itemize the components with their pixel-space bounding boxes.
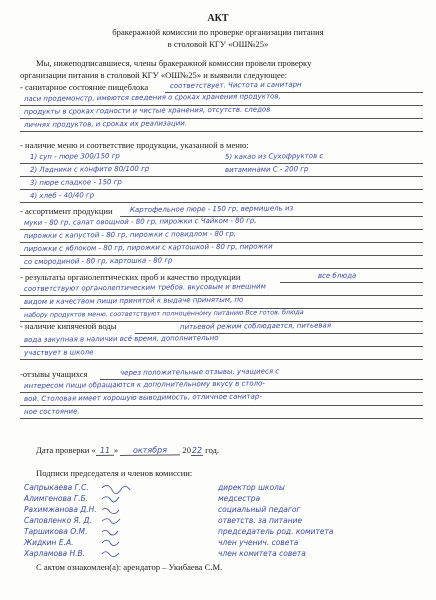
intro-line-2: организации питания в столовой КГУ «ОШ№25» и выявили следующее: [20, 70, 288, 80]
menu-hand-4: 4) хлеб - 40/40 гр [29, 191, 95, 200]
assortment-label: - ассортимент продукции [20, 206, 113, 216]
inspection-date-day: 11 [96, 446, 114, 456]
results-hand-3: видом и качеством пищи принятой к выдаче принятым, по [23, 295, 244, 306]
signature-scribbles [100, 480, 140, 560]
assortment-hand-5: со смородиной - 80 гр, картошка - 80 гр [23, 256, 173, 266]
assortment-hand-4: пирожки с яблоком - 80 гр, пирожки с картошкой - 80 гр, пирожки [23, 242, 273, 253]
header-line-1: бракеражной комиссии по проверке организации питания [112, 27, 324, 37]
signature-name-6: Жидкин Е.А. [24, 538, 74, 547]
intro-line-1: Мы, нижеподписавшиеся, члены бракеражной комиссии провели проверку [36, 58, 312, 68]
inspection-date-month: октября [120, 445, 180, 456]
assortment-hand-2: муки - 80 гр, салат овощной - 80 гр, пирожки с Чайком - 80 гр, [23, 216, 257, 227]
acknowledged-text: С актом ознакомлен(а): арендатор – Укибаева С.М. [36, 562, 223, 572]
signature-name-4: Саповленко Я. Д. [24, 516, 92, 525]
menu-hand-3: 3) пюре сладкое - 150 гр [29, 178, 122, 187]
signature-name-5: Таршикова О.М. [24, 527, 88, 536]
assortment-hand-3: пирожки с капустой - 80 гр, пирожки с повидлом - 80 гр, [23, 229, 237, 240]
results-label: - результаты органолептических проб и качество продукции [20, 272, 241, 282]
signature-name-2: Алимгенова Г.Б. [24, 494, 88, 503]
student-reviews-hand-3: вой. Столовая имеет хорошую выводимость, отличное санитар- [23, 392, 262, 403]
menu-hand-1: 1) суп - пюре 300/150 гр [29, 152, 120, 161]
signature-role-1: директор школы [218, 483, 285, 492]
assortment-hand-1: Картофельное пюре - 150 гр, вермишель из [129, 204, 294, 214]
menu-hand-6: витаминами C - 200 гр [224, 165, 309, 174]
boiled-water-hand-2: вода закупная в наличии всё время, дополнительно [23, 333, 219, 344]
boiled-water-hand-1: питьевой режим соблюдается, питьевая [179, 321, 332, 331]
menu-hand-2: 2) Ладники с конфите 80/100 гр [29, 164, 150, 174]
act-title: АКТ [207, 13, 229, 24]
sanitary-hand-2: ласи продемонстр, имеются сведения о сроках хранения продуктов, [23, 92, 281, 103]
inspection-date: Дата проверки « 11 » октября 2022 год. [36, 445, 220, 455]
boiled-water-hand-3: участвует в школе [23, 348, 94, 357]
student-reviews-hand-4: ное состояние. [23, 407, 80, 416]
boiled-water-label: - наличие кипяченой воды [20, 321, 117, 331]
student-reviews-hand-2: интересом пищи обращаются к дополнительному вкусу в столо- [23, 379, 265, 390]
sanitary-hand-3: продукты в сроках годности и чистые хранения, отсутств. следов [23, 105, 271, 116]
signature-role-4: ответств. за питание [218, 516, 303, 525]
signature-role-3: социальный педагог [218, 505, 301, 514]
signature-name-3: Рахимжанова Д.Н. [24, 505, 97, 514]
sanitary-hand-1: соответствует. Чистота и санитарн [169, 80, 302, 90]
signature-name-7: Харламова Н.В. [24, 549, 86, 558]
results-hand-1: все блюда [317, 271, 357, 280]
student-reviews-hand-1: через положительные отзывы, учащиеся с [119, 367, 280, 377]
signature-name-1: Сапрыкаева Г.С. [24, 483, 89, 492]
signature-role-2: медсестра [218, 494, 261, 503]
sanitary-label: - санитарное состояние пищеблока [20, 82, 149, 92]
menu-label: - наличие меню и соответствие продукции, указанной в меню: [20, 140, 249, 150]
student-reviews-label: -отзывы учащихся [20, 369, 88, 379]
signature-role-5: председатель род. комитета [218, 527, 334, 536]
header-line-2: в столовой КГУ «ОШ№25» [167, 39, 269, 49]
menu-hand-5: 5) какао из Сухофруктов с [224, 151, 324, 161]
results-hand-4: набору продуктов меню, соответствуют полноценному питанию Все готов. блюда [23, 308, 304, 319]
signatures-heading: Подписи председателя и членов комиссии: [36, 468, 193, 478]
sanitary-hand-4: личнях продуктов, и сроках их реализации. [23, 119, 188, 129]
results-hand-2: соответствуют органолептическим требов. вкусовым и внешним [23, 282, 266, 293]
signature-role-6: член ученич. совета [218, 538, 299, 547]
signature-role-7: член комитета совета [218, 549, 306, 558]
inspection-date-year: 22 [191, 445, 203, 455]
